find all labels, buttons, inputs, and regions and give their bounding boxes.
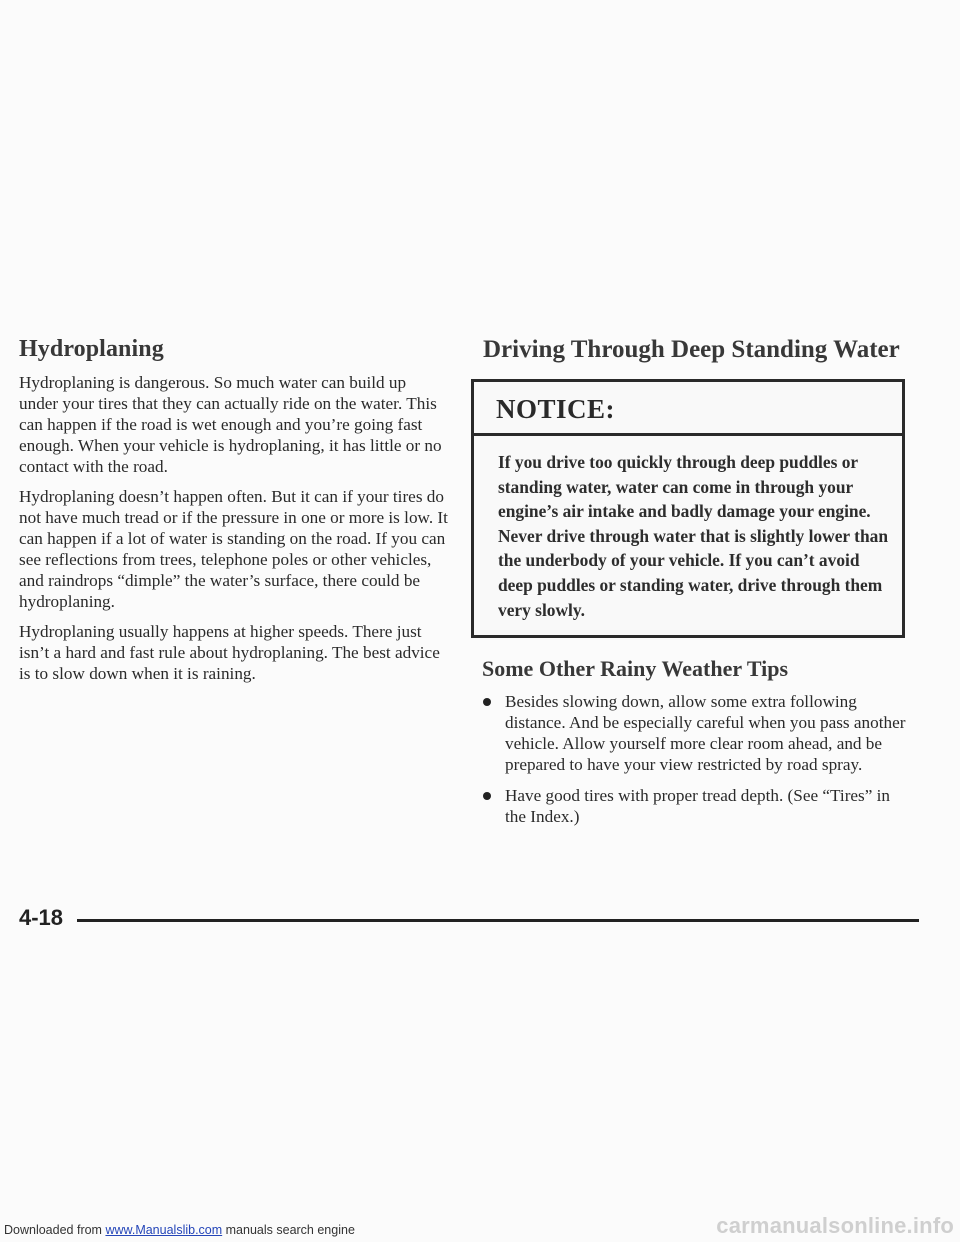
banner-suffix: manuals search engine bbox=[222, 1223, 355, 1237]
watermark-text: carmanualsonline.info bbox=[716, 1213, 954, 1238]
list-item bbox=[483, 785, 907, 827]
banner-prefix: Downloaded from bbox=[4, 1223, 106, 1237]
hydroplaning-paragraph-3: Hydroplaning usually happens at higher speeds. There just isn’t a hard and fast rule about hydroplaning. The best advice is to slow down when it is raining. bbox=[19, 622, 440, 683]
tips-list bbox=[457, 691, 907, 827]
notice-box bbox=[471, 379, 905, 638]
left-column bbox=[19, 336, 449, 693]
bullet-icon bbox=[483, 792, 491, 800]
tip-text: Besides slowing down, allow some extra following distance. And be especially careful when you pass another vehicle. Allow yourself more clear room ahead, and be prepared to have your view restricted by road spray. bbox=[505, 692, 906, 775]
right-column bbox=[457, 336, 907, 837]
notice-text: If you drive too quickly through deep puddles or standing water, water can come in through your engine’s air intake and badly damage your engine. Never drive through water that is slightly lower than the underbody of your vehicle. If you can’t avoid deep puddles or standing water, drive through them very slowly. bbox=[498, 452, 888, 620]
notice-title: NOTICE: bbox=[474, 382, 902, 436]
tip-text: Have good tires with proper tread depth. (See “Tires” in the Index.) bbox=[505, 786, 891, 827]
list-item bbox=[483, 691, 907, 775]
hydroplaning-paragraph-2: Hydroplaning doesn’t happen often. But it can if your tires do not have much tread or if the pressure in one or more is low. It can happen if a lot of water is standing on the road. If you can see reflections from trees, telephone poles or other vehicles, and raindrops “dimple” the water’s surface, there could be hydroplaning. bbox=[19, 487, 448, 611]
page-footer bbox=[19, 905, 909, 935]
page-number: 4-18 bbox=[19, 905, 64, 930]
download-banner bbox=[4, 1223, 355, 1237]
footer-divider bbox=[77, 919, 919, 922]
bullet-icon bbox=[483, 698, 491, 706]
rainy-tips-heading: Some Other Rainy Weather Tips bbox=[482, 656, 789, 682]
hydroplaning-paragraph-1: Hydroplaning is dangerous. So much water can build up under your tires that they can actually ride on the water. This can happen if the road is wet enough and you’re going fast enough. When your vehicle is hydroplaning, it has little or no contact with the road. bbox=[19, 373, 442, 476]
hydroplaning-heading: Hydroplaning bbox=[19, 336, 164, 362]
manualslib-link[interactable]: www.Manualslib.com bbox=[105, 1223, 223, 1237]
deep-water-heading: Driving Through Deep Standing Water bbox=[483, 336, 900, 363]
